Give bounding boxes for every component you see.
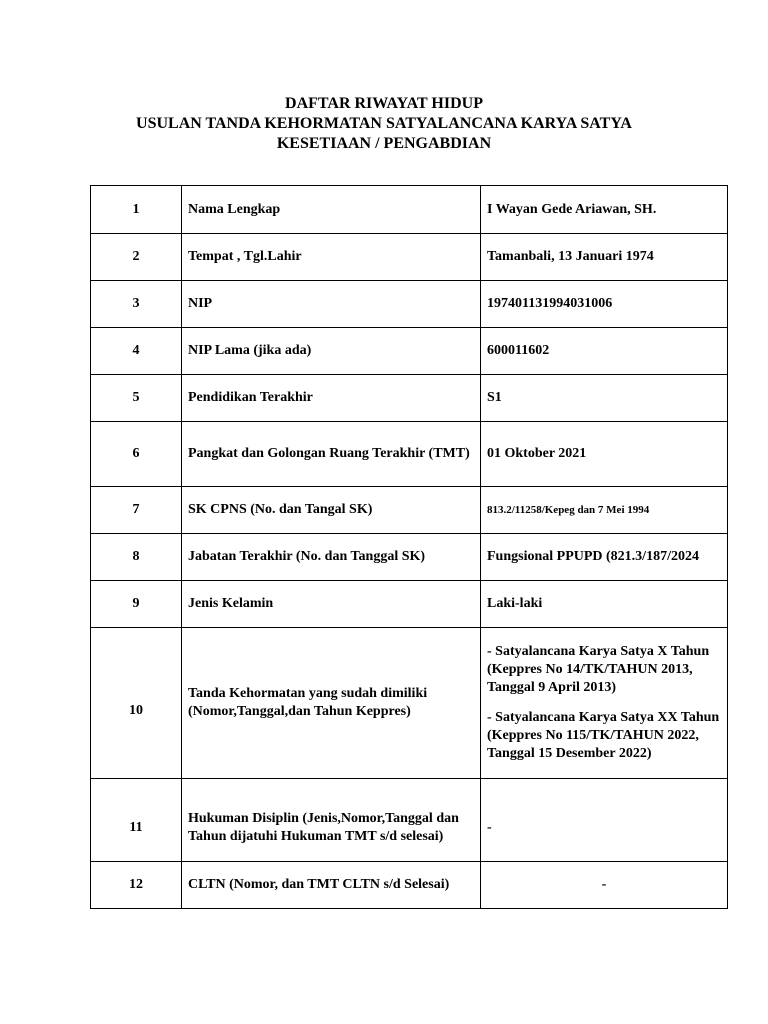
row-value: S1 bbox=[481, 375, 728, 422]
row-number: 7 bbox=[91, 487, 182, 534]
row-value: - bbox=[481, 862, 728, 909]
row-value: Laki-laki bbox=[481, 581, 728, 628]
table-row bbox=[91, 375, 728, 422]
row-value: - bbox=[481, 779, 728, 862]
row-label: SK CPNS (No. dan Tangal SK) bbox=[182, 487, 481, 534]
document-title bbox=[0, 94, 768, 154]
row-value: 01 Oktober 2021 bbox=[481, 422, 728, 487]
row-number: 6 bbox=[91, 422, 182, 487]
table-row bbox=[91, 534, 728, 581]
title-line-3: KESETIAAN / PENGABDIAN bbox=[276, 135, 492, 152]
honor-item-2: - Satyalancana Karya Satya XX Tahun (Keppres No 115/TK/TAHUN 2022, Tanggal 15 Desember 2022) bbox=[487, 710, 720, 761]
row-number: 11 bbox=[91, 779, 182, 862]
row-label: Pangkat dan Golongan Ruang Terakhir (TMT) bbox=[182, 422, 481, 487]
row-number: 3 bbox=[91, 281, 182, 328]
table-row bbox=[91, 234, 728, 281]
row-value: 600011602 bbox=[481, 328, 728, 375]
row-value: Tamanbali, 13 Januari 1974 bbox=[481, 234, 728, 281]
table-row bbox=[91, 628, 728, 779]
cv-table bbox=[90, 185, 728, 909]
row-number: 9 bbox=[91, 581, 182, 628]
row-label: Tanda Kehormatan yang sudah dimiliki (Nomor,Tanggal,dan Tahun Keppres) bbox=[182, 628, 481, 779]
table-row bbox=[91, 862, 728, 909]
row-label: Hukuman Disiplin (Jenis,Nomor,Tanggal dan Tahun dijatuhi Hukuman TMT s/d selesai) bbox=[182, 779, 481, 862]
honor-item-1: - Satyalancana Karya Satya X Tahun (Keppres No 14/TK/TAHUN 2013, Tanggal 9 April 2013) bbox=[487, 644, 710, 695]
table-row bbox=[91, 779, 728, 862]
row-number: 4 bbox=[91, 328, 182, 375]
table-row bbox=[91, 281, 728, 328]
title-line-1: DAFTAR RIWAYAT HIDUP bbox=[285, 95, 483, 112]
row-number: 1 bbox=[91, 186, 182, 234]
row-number: 8 bbox=[91, 534, 182, 581]
table-row bbox=[91, 487, 728, 534]
row-label: Pendidikan Terakhir bbox=[182, 375, 481, 422]
row-label: Jenis Kelamin bbox=[182, 581, 481, 628]
row-number: 2 bbox=[91, 234, 182, 281]
row-number: 10 bbox=[91, 628, 182, 779]
row-label: Nama Lengkap bbox=[182, 186, 481, 234]
table-row bbox=[91, 422, 728, 487]
row-label: NIP bbox=[182, 281, 481, 328]
row-value bbox=[481, 628, 728, 779]
row-value: 813.2/11258/Kepeg dan 7 Mei 1994 bbox=[481, 487, 728, 534]
row-value: 197401131994031006 bbox=[481, 281, 728, 328]
row-value: Fungsional PPUPD (821.3/187/2024 bbox=[481, 534, 728, 581]
title-line-2: USULAN TANDA KEHORMATAN SATYALANCANA KARYA SATYA bbox=[136, 115, 632, 132]
table-row bbox=[91, 186, 728, 234]
row-number: 12 bbox=[91, 862, 182, 909]
row-label: NIP Lama (jika ada) bbox=[182, 328, 481, 375]
row-value: I Wayan Gede Ariawan, SH. bbox=[481, 186, 728, 234]
row-label: Jabatan Terakhir (No. dan Tanggal SK) bbox=[182, 534, 481, 581]
table-row bbox=[91, 581, 728, 628]
table-row bbox=[91, 328, 728, 375]
row-label: Tempat , Tgl.Lahir bbox=[182, 234, 481, 281]
row-number: 5 bbox=[91, 375, 182, 422]
row-label: CLTN (Nomor, dan TMT CLTN s/d Selesai) bbox=[182, 862, 481, 909]
